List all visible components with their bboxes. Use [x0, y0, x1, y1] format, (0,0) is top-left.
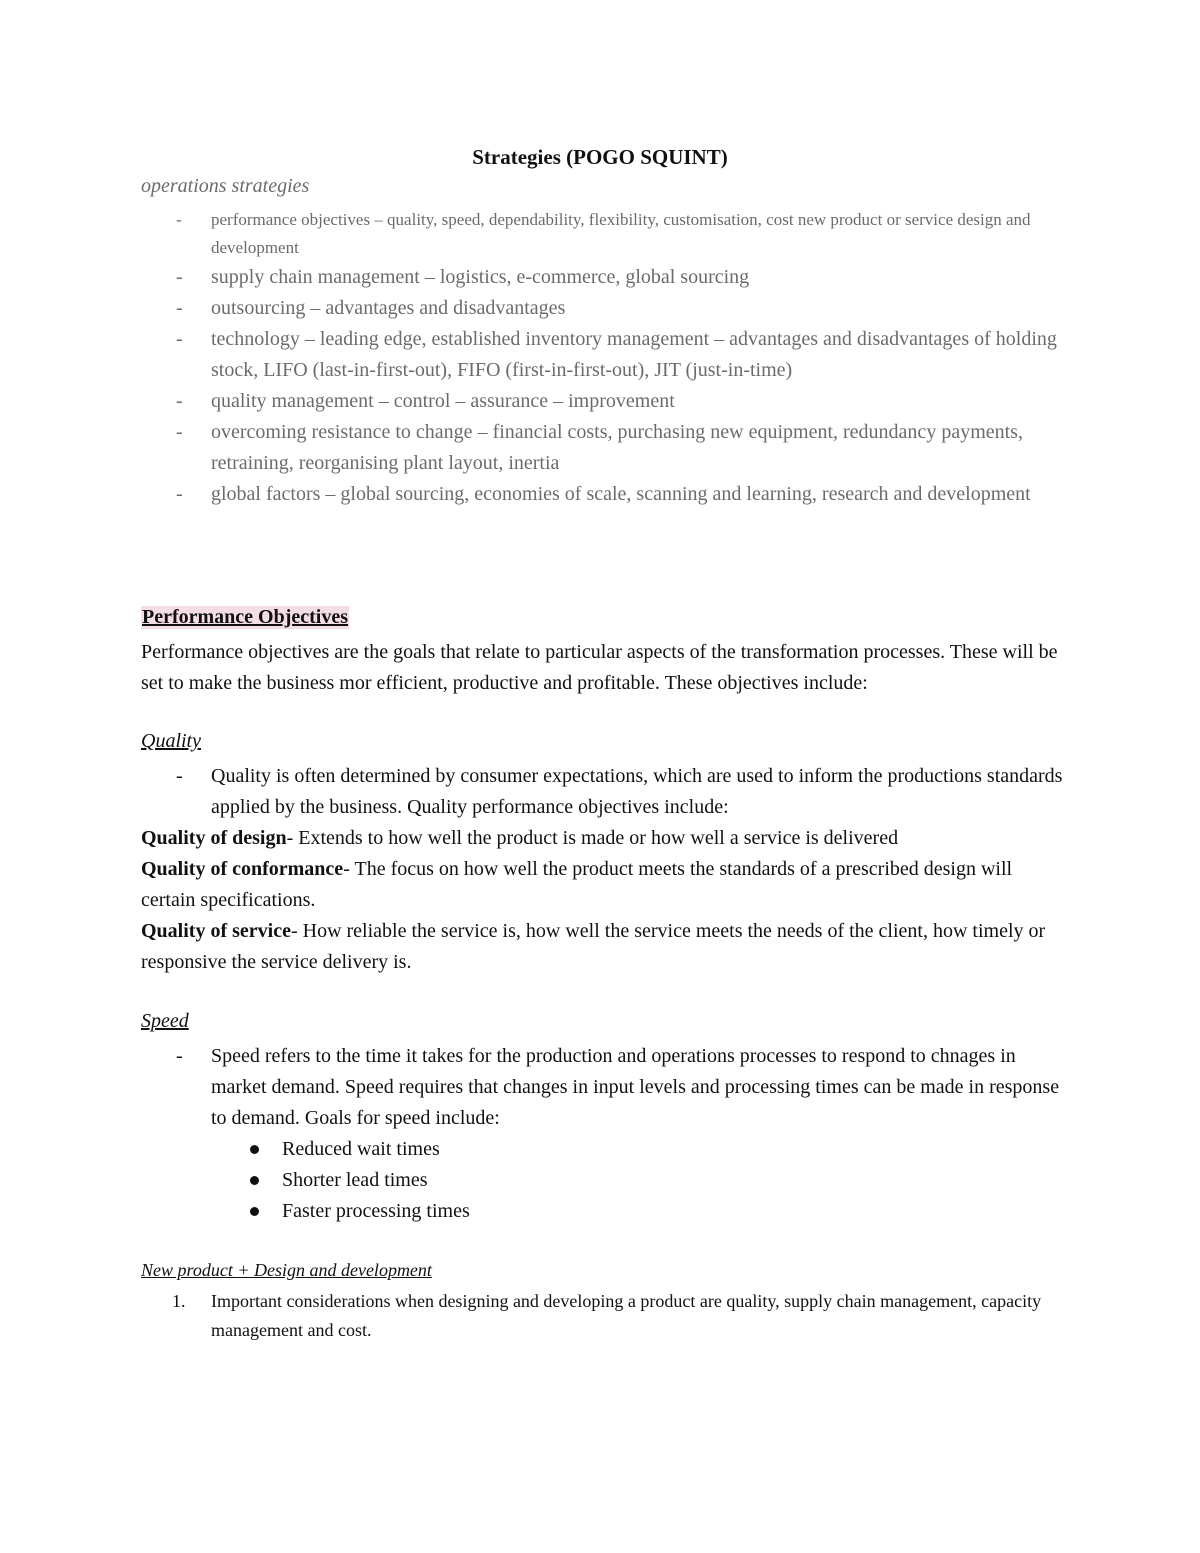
quality-of-conformance-term: Quality of conformance	[141, 858, 344, 880]
dash-bullet: -	[176, 1045, 183, 1067]
quality-list	[141, 761, 1071, 823]
dash-bullet: -	[176, 483, 183, 505]
list-item: - global factors – global sourcing, economies of scale, scanning and learning, research and development	[141, 479, 1071, 510]
list-item: - Speed refers to the time it takes for the production and operations processes to respond to chnages in market demand. Speed requires that changes in input levels and processing times can be made in response to demand. Goals for speed include:	[141, 1041, 1071, 1134]
list-item: - technology – leading edge, established inventory management – advantages and disadvantages of holding stock, LIFO (last-in-first-out), FIFO (first-in-first-out), JIT (just-in-time)	[141, 324, 1071, 386]
quality-of-service-term: Quality of service	[141, 920, 291, 942]
speed-goals-list	[246, 1134, 470, 1227]
quality-of-conformance-text: - The focus on how well the product meets the standards of a prescribed design will certain specifications.	[141, 858, 1013, 911]
quality-of-design-text: - Extends to how well the product is made or how well a service is delivered	[286, 827, 899, 849]
quality-of-conformance	[141, 854, 1061, 916]
new-product-heading: New product + Design and development	[141, 1260, 432, 1280]
dash-bullet: -	[176, 328, 183, 350]
operations-strategies-list	[141, 206, 1071, 510]
speed-heading: Speed	[141, 1010, 189, 1032]
dash-bullet: -	[176, 210, 182, 229]
dash-bullet: -	[176, 297, 183, 319]
list-item: - performance objectives – quality, speed, dependability, flexibility, customisation, cost new product or service design and development	[141, 206, 1071, 262]
quality-of-service-text: - How reliable the service is, how well the service meets the needs of the client, how timely or responsive the service delivery is.	[141, 920, 1046, 973]
dash-bullet: -	[176, 765, 183, 787]
list-item: 1. Important considerations when designing and developing a product are quality, supply chain management, capacity management and cost.	[141, 1287, 1071, 1345]
list-item: - Quality is often determined by consumer expectations, which are used to inform the productions standards applied by the business. Quality performance objectives include:	[141, 761, 1071, 823]
list-number: 1.	[172, 1291, 186, 1311]
quality-of-design	[141, 823, 1061, 854]
quality-of-design-term: Quality of design	[141, 827, 287, 849]
speed-list	[141, 1041, 1071, 1134]
page-title: Strategies (POGO SQUINT)	[472, 145, 728, 169]
list-item: - outsourcing – advantages and disadvantages	[141, 293, 1071, 324]
dash-bullet: -	[176, 266, 183, 288]
quality-heading: Quality	[141, 730, 201, 752]
operations-strategies-heading: operations strategies	[141, 175, 310, 197]
new-product-list	[141, 1287, 1071, 1345]
performance-objectives-heading: Performance Objectives	[142, 606, 349, 628]
list-item: Reduced wait times	[246, 1134, 470, 1165]
performance-intro: Performance objectives are the goals that relate to particular aspects of the transformation processes. These will be set to make the business mor efficient, productive and profitable. These objectives include:	[141, 641, 1058, 694]
quality-of-service	[141, 916, 1061, 978]
dash-bullet: -	[176, 390, 183, 412]
list-item: - supply chain management – logistics, e-commerce, global sourcing	[141, 262, 1071, 293]
list-item: - overcoming resistance to change – financial costs, purchasing new equipment, redundancy payments, retraining, reorganising plant layout, inertia	[141, 417, 1071, 479]
list-item: - quality management – control – assurance – improvement	[141, 386, 1071, 417]
dash-bullet: -	[176, 421, 183, 443]
list-item: Shorter lead times	[246, 1165, 470, 1196]
list-item: Faster processing times	[246, 1196, 470, 1227]
